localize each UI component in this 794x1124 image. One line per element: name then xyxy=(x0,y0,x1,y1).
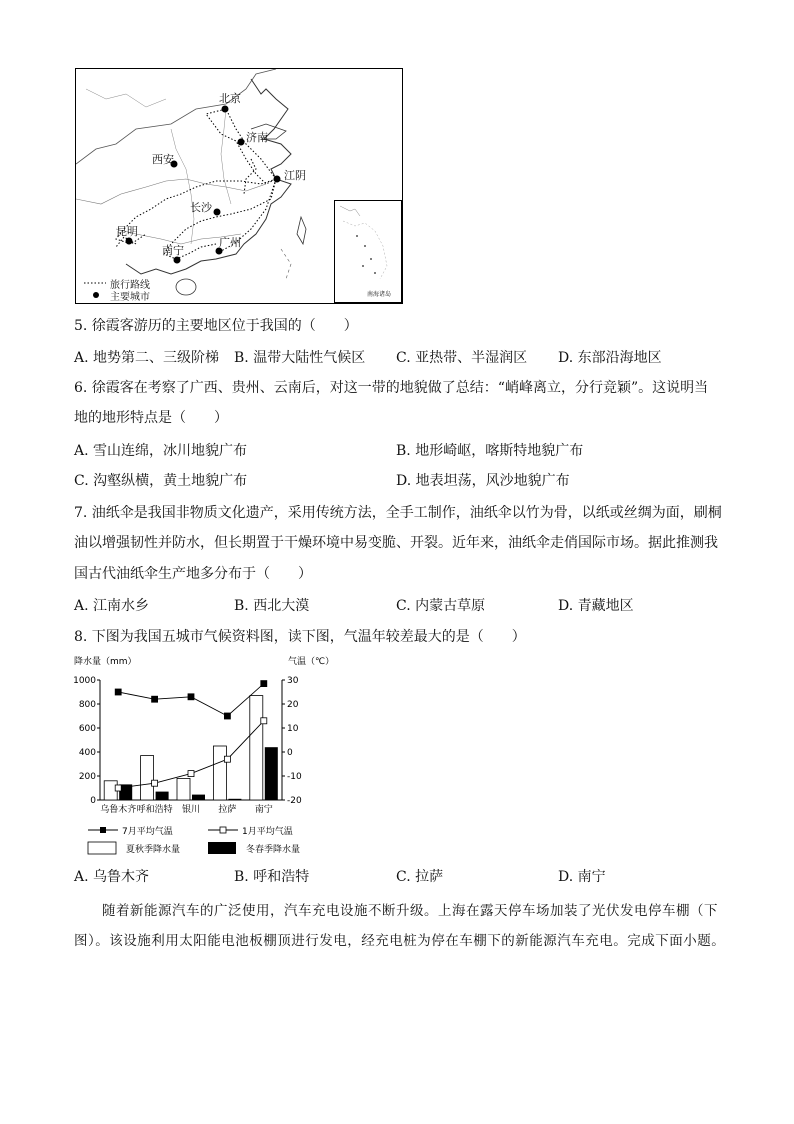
city-label-beijing: 北京 xyxy=(219,92,241,105)
question-7-stem-line2: 油以增强韧性并防水，但长期置于干燥环境中易变脆、开裂。近年来，油纸伞走俏国际市场。据此推测我 xyxy=(74,535,718,551)
point-july-temp xyxy=(188,694,194,700)
bar-summer-autumn xyxy=(177,778,190,800)
question-5-stem: 5. 徐霞客游历的主要地区位于我国的（ ） xyxy=(74,318,358,334)
chart-y2label: 气温（℃） xyxy=(288,657,335,667)
question-6-stem-line1: 6. 徐霞客在考察了广西、贵州、云南后，对这一带的地貌做了总结：“峭峰离立，分行竞颖”。这说明当 xyxy=(74,380,709,396)
point-july-temp xyxy=(115,689,121,695)
city-label-jiangyin: 江阴 xyxy=(284,169,306,182)
point-jan-temp xyxy=(188,771,194,777)
q5-option-b[interactable]: B. 温带大陆性气候区 xyxy=(234,350,366,366)
bar-summer-autumn xyxy=(141,756,154,800)
question-8-stem: 8. 下图为我国五城市气候资料图，读下图，气温年较差最大的是（ ） xyxy=(74,629,526,645)
inset-label: 南海诸岛 xyxy=(367,291,392,298)
bar-summer-autumn xyxy=(213,746,226,800)
q6-option-d[interactable]: D. 地表坦荡，风沙地貌广布 xyxy=(396,473,570,489)
point-jan-temp xyxy=(224,756,230,762)
line-jan-temp xyxy=(118,721,264,788)
q7-option-a[interactable]: A. 江南水乡 xyxy=(74,598,150,614)
y-tick-label: 400 xyxy=(78,748,96,758)
route-map xyxy=(75,68,403,304)
legend-july-label: 7月平均气温 xyxy=(122,827,173,837)
y2-tick-label: 10 xyxy=(287,724,299,734)
point-july-temp xyxy=(224,713,230,719)
q7-option-d[interactable]: D. 青藏地区 xyxy=(558,598,634,614)
climate-chart xyxy=(70,650,350,862)
y-tick-label: 0 xyxy=(90,796,96,806)
city-label-xian: 西安 xyxy=(152,153,174,166)
climate-chart-svg xyxy=(70,650,350,862)
legend-route-label: 旅行路线 xyxy=(110,280,150,291)
legend-jan-label: 1月平均气温 xyxy=(242,827,293,837)
y2-tick-label: 20 xyxy=(287,700,299,710)
point-july-temp xyxy=(261,681,267,687)
legend-winter-label: 冬春季降水量 xyxy=(246,845,301,855)
city-label-guangzhou: 广州 xyxy=(219,236,241,249)
y2-tick-label: -10 xyxy=(287,772,302,782)
question-6-stem-line2: 地的地形特点是（ ） xyxy=(74,410,228,426)
city-label-changsha: 长沙 xyxy=(190,201,212,214)
y2-tick-label: -20 xyxy=(287,796,302,806)
q5-option-a[interactable]: A. 地势第二、三级阶梯 xyxy=(74,350,220,366)
inset-islands xyxy=(335,201,401,302)
q8-option-a[interactable]: A. 乌鲁木齐 xyxy=(74,869,150,885)
city-label-kunming: 昆明 xyxy=(116,225,138,238)
chart-ylabel: 降水量（mm） xyxy=(74,657,137,667)
x-tick-label: 呼和浩特 xyxy=(136,805,173,815)
bar-winter-spring xyxy=(156,792,169,800)
legend-swatch-winter xyxy=(208,842,236,854)
y-tick-label: 600 xyxy=(78,724,96,734)
q8-option-b[interactable]: B. 呼和浩特 xyxy=(234,869,310,885)
bar-winter-spring xyxy=(192,795,205,800)
point-jan-temp xyxy=(115,785,121,791)
question-7-stem-line3: 国古代油纸伞生产地多分布于（ ） xyxy=(74,566,312,582)
y-tick-label: 800 xyxy=(78,700,96,710)
q6-option-a[interactable]: A. 雪山连绵，冰川地貌广布 xyxy=(74,443,248,459)
y2-tick-label: 0 xyxy=(287,748,293,758)
q5-option-d[interactable]: D. 东部沿海地区 xyxy=(558,350,662,366)
passage-line1: 随着新能源汽车的广泛使用，汽车充电设施不断升级。上海在露天停车场加装了光伏发电停车棚（下 xyxy=(102,903,718,919)
legend-marker-july xyxy=(100,827,106,833)
q8-option-d[interactable]: D. 南宁 xyxy=(558,869,606,885)
south-sea-inset xyxy=(334,200,402,303)
city-dot-jinan xyxy=(238,139,245,146)
y-tick-label: 200 xyxy=(78,772,96,782)
legend-swatch-summer xyxy=(88,842,116,854)
point-jan-temp xyxy=(261,718,267,724)
bar-summer-autumn xyxy=(250,696,263,800)
city-dot-jiangyin xyxy=(274,176,281,183)
q7-option-c[interactable]: C. 内蒙古草原 xyxy=(396,598,486,614)
q5-option-c[interactable]: C. 亚热带、半湿润区 xyxy=(396,350,528,366)
point-july-temp xyxy=(152,696,158,702)
city-label-nanning: 南宁 xyxy=(162,244,184,257)
x-tick-label: 银川 xyxy=(181,805,201,815)
question-7-stem-line1: 7. 油纸伞是我国非物质文化遗产，采用传统方法，全手工制作，油纸伞以竹为骨，以纸或丝绸为面，刷桐 xyxy=(74,505,722,521)
city-dot-beijing xyxy=(222,106,229,113)
city-dot-changsha xyxy=(214,209,221,216)
y-tick-label: 1000 xyxy=(73,676,96,686)
bar-winter-spring xyxy=(265,747,278,800)
legend-summer-label: 夏秋季降水量 xyxy=(126,845,181,855)
q7-option-b[interactable]: B. 西北大漠 xyxy=(234,598,310,614)
q6-option-c[interactable]: C. 沟壑纵横，黄土地貌广布 xyxy=(74,473,248,489)
point-jan-temp xyxy=(152,780,158,786)
passage-line2: 图）。该设施利用太阳能电池板棚顶进行发电，经充电桩为停在车棚下的新能源汽车充电。完成下面小题。 xyxy=(74,933,726,949)
q8-option-c[interactable]: C. 拉萨 xyxy=(396,869,444,885)
x-tick-label: 南宁 xyxy=(254,805,273,815)
x-tick-label: 拉萨 xyxy=(218,805,237,815)
q6-option-b[interactable]: B. 地形崎岖，喀斯特地貌广布 xyxy=(396,443,584,459)
legend-marker-jan xyxy=(220,827,226,833)
bar-winter-spring xyxy=(228,799,241,800)
y2-tick-label: 30 xyxy=(287,676,299,686)
legend-city-label: 主要城市 xyxy=(110,292,150,303)
city-label-jinan: 济南 xyxy=(246,131,268,144)
x-tick-label: 乌鲁木齐 xyxy=(100,805,137,815)
